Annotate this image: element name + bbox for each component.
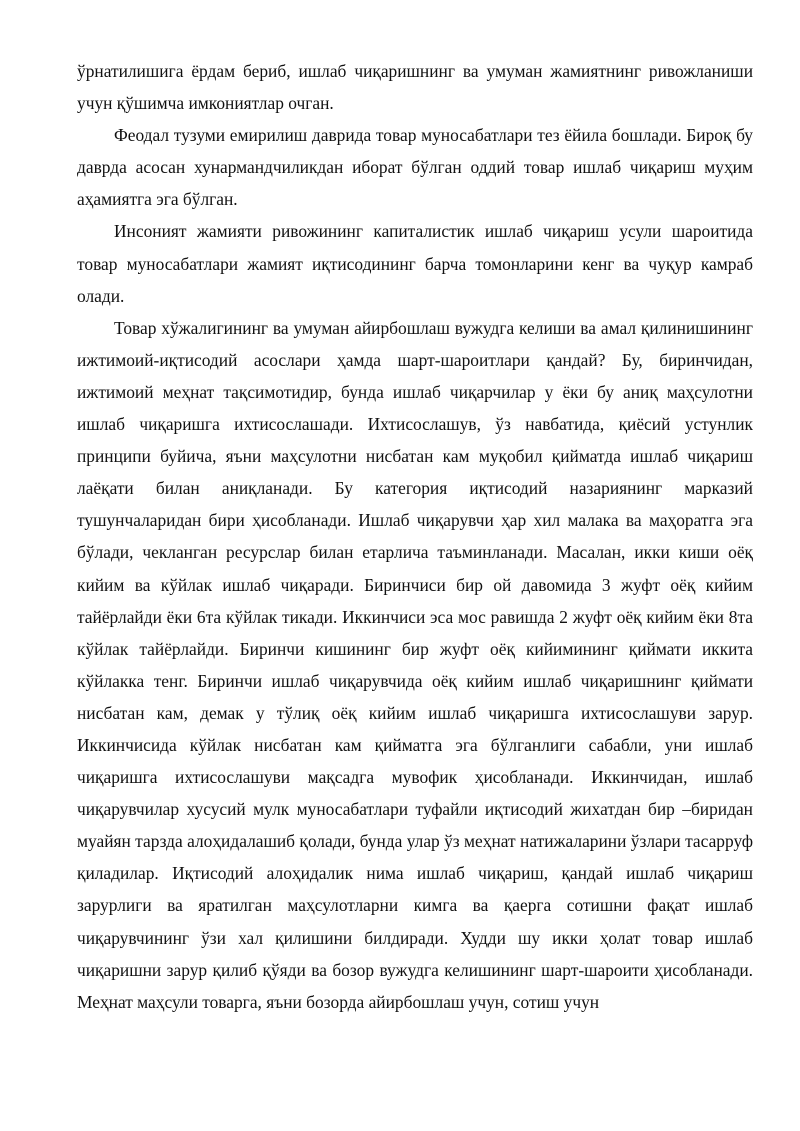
paragraph-capitalist: Инсоният жамияти ривожининг капиталистик ишлаб чиқариш усули шароитида товар муносабатлари жамият иқтисодининг барча томонларини кенг ва чуқур камраб олади. [77, 221, 753, 306]
paragraph-continuation: ўрнатилишига ёрдам бериб, ишлаб чиқаришнинг ва умуман жамиятнинг ривожланиши учун қўшимча имкониятлар очган. [77, 61, 753, 114]
document-page [77, 55, 753, 1018]
paragraph-feudal: Феодал тузуми емирилиш даврида товар муносабатлари тез ёйила бошлади. Бироқ бу даврда асосан хунармандчиликдан иборат бўлган оддий товар ишлаб чиқариш муҳим аҳамиятга эга бўлган. [77, 125, 753, 210]
paragraph-commodity-economy: Товар хўжалигининг ва умуман айирбошлаш вужудга келиши ва амал қилинишининг ижтимоий-иқтисодий асослари ҳамда шарт-шароитлари қандай? Бу, биринчидан, ижтимоий меҳнат тақсимотидир, бунда ишлаб чиқарчилар у ёки бу аниқ маҳсулотни ишлаб чиқаришга ихтисослашади. Ихтисослашув, ўз навбатида, қиёсий устунлик принципи буйича, яъни маҳсулотни нисбатан кам муқобил қийматда ишлаб чиқариш лаёқати билан аниқланади. Бу категория иқтисодий назариянинг марказий тушунчаларидан бири ҳисобланади. Ишлаб чиқарувчи ҳар хил малака ва маҳоратга эга бўлади, чекланган ресурслар билан етарлича таъминланади. Масалан, икки киши оёқ кийим ва кўйлак ишлаб чиқаради. Биринчиси бир ой давомида 3 жуфт оёқ кийим тайёрлайди ёки 6та кўйлак тикади. Иккинчиси эса мос равишда 2 жуфт оёқ кийим ёки 8та кўйлак тайёрлайди. Биринчи кишининг бир жуфт оёқ кийимининг қиймати иккита кўйлакка тенг. Биринчи ишлаб чиқарувчида оёқ кийим ишлаб чиқаришнинг қиймати нисбатан кам, демак у тўлиқ оёқ кийим ишлаб чиқаришга ихтисослашуви зарур. Иккинчисида кўйлак нисбатан кам қийматга эга бўлганлиги сабабли, уни ишлаб чиқаришга ихтисослашуви мақсадга мувофик ҳисобланади. Иккинчидан, ишлаб чиқарувчилар хусусий мулк муносабатлари туфайли иқтисодий жихатдан бир –биридан муайян тарзда алоҳидалашиб қолади, бунда улар ўз меҳнат натижаларини ўзлари тасарруф қиладилар. Иқтисодий алоҳидалик нима ишлаб чиқариш, қандай ишлаб чиқариш зарурлиги ва яратилган маҳсулотларни кимга ва қаерга сотишни фақат ишлаб чиқарувчининг ўзи хал қилишини билдиради. Худди шу икки ҳолат товар ишлаб чиқаришни зарур қилиб қўяди ва бозор вужудга келишининг шарт-шароити ҳисобланади. Меҳнат маҳсули товарга, яъни бозорда айирбошлаш учун, сотиш учун [77, 317, 753, 1012]
